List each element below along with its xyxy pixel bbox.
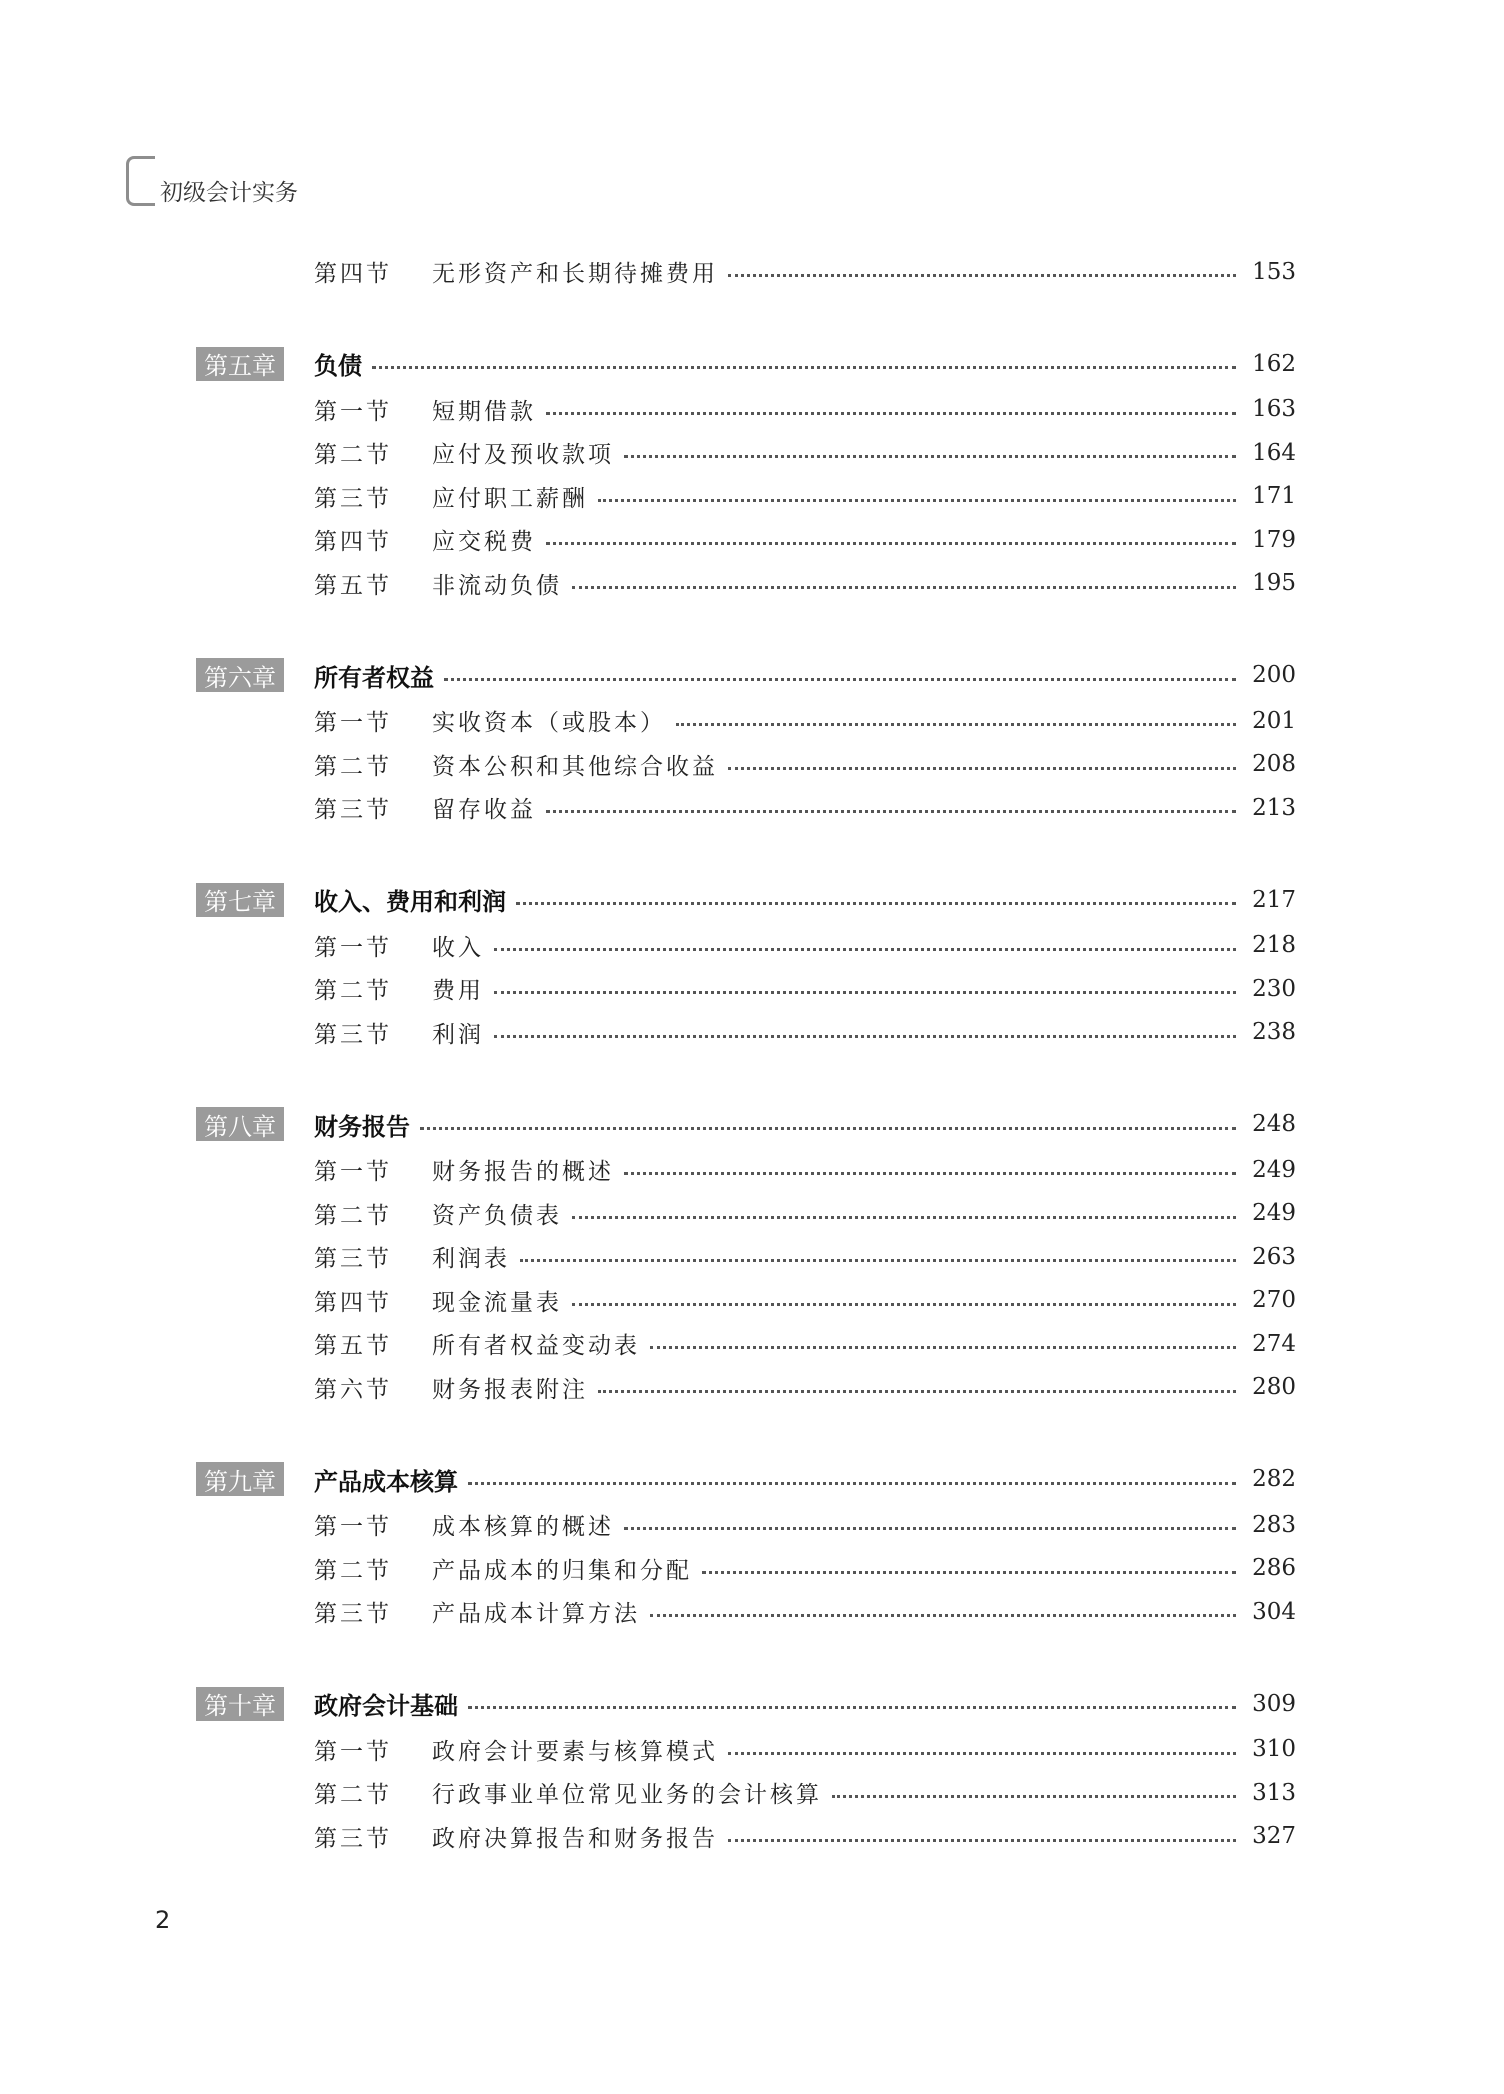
section-title: 所有者权益变动表 bbox=[432, 1333, 640, 1360]
page-ref: 286 bbox=[1252, 1555, 1296, 1582]
section-title: 产品成本计算方法 bbox=[432, 1601, 640, 1628]
dot-leader bbox=[494, 948, 1236, 951]
dot-leader bbox=[728, 274, 1236, 277]
dot-leader bbox=[624, 1527, 1236, 1530]
dot-leader bbox=[598, 1390, 1236, 1393]
toc-chapter-row[interactable] bbox=[196, 1680, 1296, 1728]
toc-section-row[interactable] bbox=[196, 1815, 1296, 1859]
dot-leader bbox=[546, 810, 1236, 813]
page-ref: 153 bbox=[1252, 258, 1296, 285]
dot-leader bbox=[546, 542, 1236, 545]
page-ref: 217 bbox=[1252, 886, 1296, 913]
chapter-group bbox=[196, 340, 1296, 606]
section-number: 第三节 bbox=[314, 1825, 392, 1852]
toc-section-row[interactable] bbox=[196, 924, 1296, 968]
toc-section-row[interactable] bbox=[196, 1590, 1296, 1634]
toc-section-row[interactable] bbox=[196, 743, 1296, 787]
dot-leader bbox=[420, 1127, 1236, 1130]
page-ref: 218 bbox=[1252, 932, 1296, 959]
dot-leader bbox=[572, 1303, 1236, 1306]
dot-leader bbox=[516, 902, 1236, 905]
toc-section-row[interactable] bbox=[196, 1771, 1296, 1815]
page-ref: 162 bbox=[1252, 350, 1296, 377]
section-number: 第一节 bbox=[314, 710, 392, 737]
chapter-badge: 第五章 bbox=[196, 347, 284, 381]
page-ref: 208 bbox=[1252, 751, 1296, 778]
dot-leader bbox=[372, 366, 1236, 369]
page-ref: 304 bbox=[1252, 1598, 1296, 1625]
toc-chapter-row[interactable] bbox=[196, 1100, 1296, 1148]
section-title: 短期借款 bbox=[432, 398, 536, 425]
toc-section-row[interactable] bbox=[196, 1322, 1296, 1366]
section-title: 资产负债表 bbox=[432, 1202, 562, 1229]
toc-section-row[interactable] bbox=[196, 699, 1296, 743]
page-number: 2 bbox=[155, 1906, 171, 1934]
section-number: 第一节 bbox=[314, 1159, 392, 1186]
section-title: 无形资产和长期待摊费用 bbox=[432, 261, 718, 288]
section-title: 应交税费 bbox=[432, 529, 536, 556]
section-number: 第三节 bbox=[314, 1246, 392, 1273]
page-ref: 200 bbox=[1252, 662, 1296, 688]
dot-leader bbox=[468, 1482, 1236, 1485]
chapter-title: 收入、费用和利润 bbox=[314, 888, 506, 916]
dot-leader bbox=[728, 1839, 1236, 1842]
section-number: 第二节 bbox=[314, 442, 392, 469]
chapter-badge: 第八章 bbox=[196, 1107, 284, 1141]
page-ref: 310 bbox=[1252, 1736, 1296, 1763]
chapter-title: 产品成本核算 bbox=[314, 1467, 458, 1496]
section-number: 第四节 bbox=[314, 529, 392, 556]
chapter-badge: 第十章 bbox=[196, 1687, 284, 1721]
page-ref: 195 bbox=[1252, 570, 1296, 597]
toc-chapter-row[interactable] bbox=[196, 651, 1296, 699]
page-ref: 201 bbox=[1252, 707, 1296, 734]
chapter-list bbox=[196, 340, 1296, 1859]
dot-leader bbox=[494, 991, 1236, 994]
header-bracket-mark bbox=[126, 156, 155, 206]
page-ref: 238 bbox=[1252, 1019, 1296, 1046]
section-title: 收入 bbox=[432, 934, 484, 961]
toc-section-row[interactable] bbox=[196, 1366, 1296, 1410]
page-ref: 309 bbox=[1252, 1690, 1296, 1717]
page-ref: 164 bbox=[1252, 439, 1296, 466]
section-title: 应付及预收款项 bbox=[432, 442, 614, 469]
section-number: 第三节 bbox=[314, 1601, 392, 1628]
section-number: 第二节 bbox=[314, 978, 392, 1005]
toc-section-row[interactable] bbox=[196, 250, 1296, 294]
section-number: 第二节 bbox=[314, 1202, 392, 1229]
toc-section-row[interactable] bbox=[196, 1279, 1296, 1323]
page-ref: 270 bbox=[1252, 1287, 1296, 1314]
section-title: 非流动负债 bbox=[432, 572, 562, 599]
page-ref: 163 bbox=[1252, 396, 1296, 423]
page-ref: 213 bbox=[1252, 794, 1296, 821]
section-number: 第二节 bbox=[314, 1557, 392, 1584]
table-of-contents bbox=[196, 250, 1296, 1858]
toc-chapter-row[interactable] bbox=[196, 876, 1296, 924]
dot-leader bbox=[546, 412, 1236, 415]
chapter-group bbox=[196, 876, 1296, 1055]
dot-leader bbox=[832, 1795, 1236, 1798]
dot-leader bbox=[676, 723, 1236, 726]
dot-leader bbox=[444, 678, 1236, 681]
toc-section-row[interactable] bbox=[196, 1192, 1296, 1236]
section-title: 成本核算的概述 bbox=[432, 1514, 614, 1541]
dot-leader bbox=[650, 1614, 1236, 1617]
toc-section-row[interactable] bbox=[196, 431, 1296, 475]
section-title: 现金流量表 bbox=[432, 1289, 562, 1316]
section-number: 第一节 bbox=[314, 1738, 392, 1765]
section-title: 费用 bbox=[432, 978, 484, 1005]
toc-section-row[interactable] bbox=[196, 562, 1296, 606]
section-title: 利润表 bbox=[432, 1246, 510, 1273]
page-ref: 249 bbox=[1252, 1156, 1296, 1183]
page-ref: 179 bbox=[1252, 526, 1296, 553]
chapter-title: 财务报告 bbox=[314, 1112, 410, 1141]
chapter-group bbox=[196, 1455, 1296, 1634]
page-ref: 249 bbox=[1252, 1200, 1296, 1227]
section-number: 第三节 bbox=[314, 797, 392, 824]
section-title: 政府会计要素与核算模式 bbox=[432, 1738, 718, 1765]
dot-leader bbox=[598, 499, 1236, 502]
chapter-title: 所有者权益 bbox=[314, 663, 434, 692]
section-title: 应付职工薪酬 bbox=[432, 485, 588, 512]
dot-leader bbox=[572, 1216, 1236, 1219]
page-ref: 313 bbox=[1252, 1779, 1296, 1806]
dot-leader bbox=[650, 1346, 1236, 1349]
toc-section-row[interactable] bbox=[196, 786, 1296, 830]
section-title: 实收资本（或股本） bbox=[432, 710, 666, 737]
section-title: 政府决算报告和财务报告 bbox=[432, 1825, 718, 1852]
page-ref: 230 bbox=[1252, 975, 1296, 1002]
toc-section-row[interactable] bbox=[196, 1235, 1296, 1279]
chapter-badge: 第七章 bbox=[196, 883, 284, 917]
section-number: 第三节 bbox=[314, 1021, 392, 1048]
chapter-title: 政府会计基础 bbox=[314, 1692, 458, 1720]
dot-leader bbox=[520, 1259, 1236, 1262]
section-number: 第五节 bbox=[314, 572, 392, 599]
page-ref: 171 bbox=[1252, 483, 1296, 510]
toc-section-row[interactable] bbox=[196, 388, 1296, 432]
section-number: 第一节 bbox=[314, 934, 392, 961]
page-ref: 327 bbox=[1252, 1823, 1296, 1850]
chapter-title: 负债 bbox=[314, 352, 362, 380]
page-ref: 283 bbox=[1252, 1511, 1296, 1538]
dot-leader bbox=[468, 1706, 1236, 1709]
dot-leader bbox=[728, 767, 1236, 770]
chapter-group bbox=[196, 1680, 1296, 1859]
page-ref: 280 bbox=[1252, 1374, 1296, 1401]
dot-leader bbox=[624, 1172, 1236, 1175]
dot-leader bbox=[702, 1571, 1236, 1574]
section-number: 第四节 bbox=[314, 1289, 392, 1316]
chapter-badge: 第六章 bbox=[196, 658, 284, 692]
toc-chapter-row[interactable] bbox=[196, 1455, 1296, 1503]
page-ref: 263 bbox=[1252, 1243, 1296, 1270]
toc-chapter-row[interactable] bbox=[196, 340, 1296, 388]
section-title: 财务报告的概述 bbox=[432, 1159, 614, 1186]
toc-section-row[interactable] bbox=[196, 1011, 1296, 1055]
section-title: 留存收益 bbox=[432, 797, 536, 824]
toc-section-row[interactable] bbox=[196, 1547, 1296, 1591]
section-title: 利润 bbox=[432, 1021, 484, 1048]
toc-section-row[interactable] bbox=[196, 967, 1296, 1011]
page-ref: 248 bbox=[1252, 1111, 1296, 1137]
dot-leader bbox=[494, 1035, 1236, 1038]
chapter-group bbox=[196, 1100, 1296, 1409]
chapter-group bbox=[196, 651, 1296, 830]
dot-leader bbox=[572, 586, 1236, 589]
section-title: 行政事业单位常见业务的会计核算 bbox=[432, 1782, 822, 1809]
page-ref: 282 bbox=[1252, 1466, 1296, 1492]
section-number: 第一节 bbox=[314, 398, 392, 425]
section-title: 产品成本的归集和分配 bbox=[432, 1557, 692, 1584]
section-number: 第一节 bbox=[314, 1514, 392, 1541]
section-title: 财务报表附注 bbox=[432, 1376, 588, 1403]
dot-leader bbox=[624, 455, 1236, 458]
toc-section-row[interactable] bbox=[196, 1503, 1296, 1547]
book-title: 初级会计实务 bbox=[160, 180, 298, 206]
section-title: 资本公积和其他综合收益 bbox=[432, 753, 718, 780]
section-number: 第二节 bbox=[314, 1782, 392, 1809]
section-number: 第二节 bbox=[314, 753, 392, 780]
section-number: 第三节 bbox=[314, 485, 392, 512]
toc-section-row[interactable] bbox=[196, 475, 1296, 519]
section-number: 第五节 bbox=[314, 1333, 392, 1360]
toc-section-row[interactable] bbox=[196, 1148, 1296, 1192]
toc-section-row[interactable] bbox=[196, 518, 1296, 562]
dot-leader bbox=[728, 1752, 1236, 1755]
chapter-badge: 第九章 bbox=[196, 1462, 284, 1496]
section-number: 第六节 bbox=[314, 1376, 392, 1403]
page-ref: 274 bbox=[1252, 1330, 1296, 1357]
section-number: 第四节 bbox=[314, 261, 392, 288]
toc-section-row[interactable] bbox=[196, 1728, 1296, 1772]
